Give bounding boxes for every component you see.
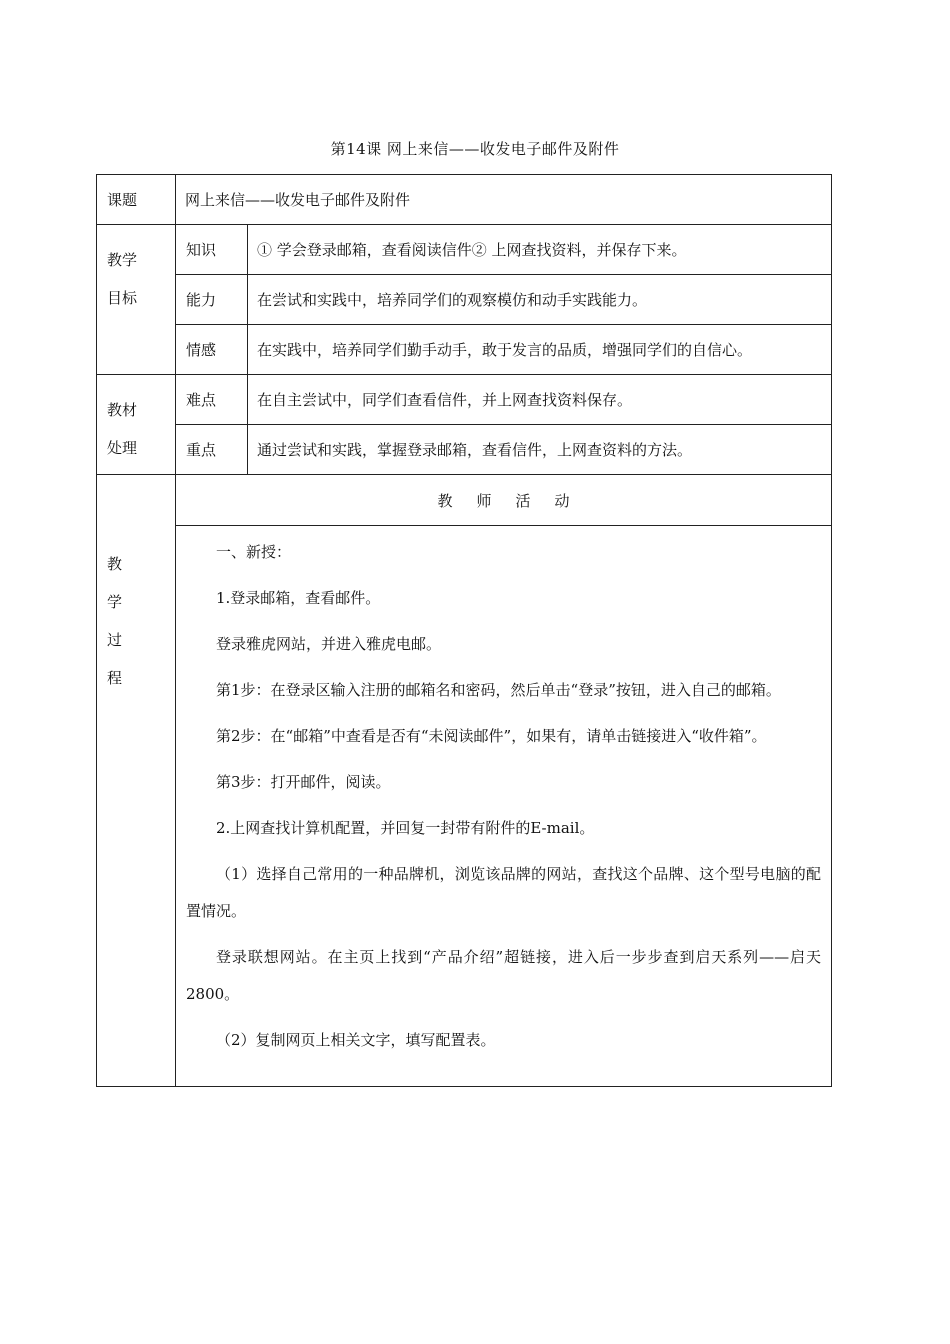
activity-paragraph: （2）复制网页上相关文字，填写配置表。 bbox=[216, 1031, 496, 1049]
objectives-label-line1: 教学 bbox=[107, 251, 138, 269]
activity-paragraph: 第2步：在“邮箱”中查看是否有“未阅读邮件”，如果有，请单击链接进入“收件箱”。 bbox=[216, 727, 767, 745]
header-char: 师 bbox=[476, 491, 492, 510]
activity-paragraph: 2.上网查找计算机配置，并回复一封带有附件的E-mail。 bbox=[216, 819, 595, 837]
process-body-row bbox=[97, 526, 832, 1087]
process-label-char: 学 bbox=[107, 593, 123, 611]
objective-row bbox=[97, 275, 832, 325]
topic-value: 网上来信——收发电子邮件及附件 bbox=[176, 175, 832, 225]
activity-paragraph: （1）选择自己常用的一种品牌机，浏览该品牌的网站，查找这个品牌、这个型号电脑的配置情况。 bbox=[186, 865, 821, 920]
process-header-row bbox=[97, 475, 832, 526]
materials-label bbox=[97, 375, 176, 475]
process-label-char: 程 bbox=[107, 669, 123, 687]
header-char: 活 bbox=[515, 491, 531, 510]
objectives-label bbox=[97, 225, 176, 375]
page-title: 第14课 网上来信——收发电子邮件及附件 bbox=[330, 140, 620, 158]
objective-row bbox=[97, 325, 832, 375]
materials-label-line1: 教材 bbox=[107, 401, 138, 419]
objective-label-knowledge: 知识 bbox=[176, 225, 248, 275]
objective-label-ability: 能力 bbox=[176, 275, 248, 325]
process-label-char: 过 bbox=[107, 631, 123, 649]
material-text-difficulty: 在自主尝试中，同学们查看信件，并上网查找资料保存。 bbox=[248, 375, 832, 425]
activity-paragraph: 登录雅虎网站，并进入雅虎电邮。 bbox=[216, 635, 442, 653]
process-label bbox=[97, 475, 176, 1087]
activity-paragraph: 第3步：打开邮件，阅读。 bbox=[216, 773, 391, 791]
teacher-activity-body bbox=[176, 526, 832, 1087]
activity-paragraph: 一、新授： bbox=[216, 543, 292, 561]
header-char: 动 bbox=[554, 491, 570, 510]
objective-text-ability: 在尝试和实践中，培养同学们的观察模仿和动手实践能力。 bbox=[248, 275, 832, 325]
material-label-keypoint: 重点 bbox=[176, 425, 248, 475]
material-label-difficulty: 难点 bbox=[176, 375, 248, 425]
activity-paragraph: 登录联想网站。在主页上找到“产品介绍”超链接，进入后一步步查到启天系列——启天2800。 bbox=[186, 948, 821, 1003]
activity-paragraph: 1.登录邮箱，查看邮件。 bbox=[216, 589, 381, 607]
activity-paragraph: 第1步：在登录区输入注册的邮箱名和密码，然后单击“登录”按钮，进入自己的邮箱。 bbox=[216, 681, 781, 699]
objective-text-emotion: 在实践中，培养同学们勤手动手，敢于发言的品质，增强同学们的自信心。 bbox=[248, 325, 832, 375]
objectives-label-line2: 目标 bbox=[107, 289, 138, 307]
materials-label-line2: 处理 bbox=[107, 439, 138, 457]
objective-label-emotion: 情感 bbox=[176, 325, 248, 375]
process-label-char: 教 bbox=[107, 555, 123, 573]
objective-text-knowledge: ① 学会登录邮箱，查看阅读信件② 上网查找资料，并保存下来。 bbox=[248, 225, 832, 275]
material-text-keypoint: 通过尝试和实践，掌握登录邮箱，查看信件，上网查资料的方法。 bbox=[248, 425, 832, 475]
material-row bbox=[97, 425, 832, 475]
teacher-activity-header bbox=[176, 475, 832, 526]
header-char: 教 bbox=[437, 491, 453, 510]
lesson-plan-table bbox=[96, 174, 832, 1087]
topic-row bbox=[97, 175, 832, 225]
topic-label: 课题 bbox=[97, 175, 176, 225]
material-row bbox=[97, 375, 832, 425]
objective-row bbox=[97, 225, 832, 275]
